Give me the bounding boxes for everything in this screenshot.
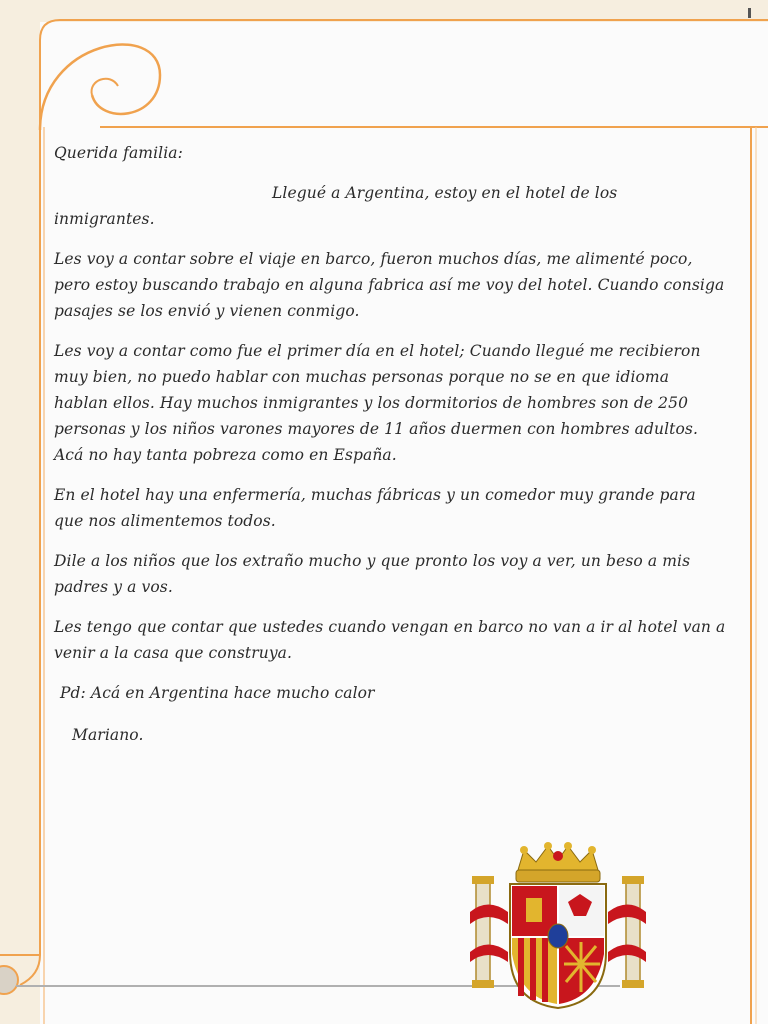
letter-paragraph: Les voy a contar como fue el primer día en el hotel; Cuando llegué me recibieron muy bien, no puedo hablar con muchas personas porque no se en que idioma hablan ellos. Hay muchos inmigrantes y los dormitorios de hombres son de 250 personas y los niños varones mayores de 11 años duermen con hombres adultos. Acá no hay tanta pobreza como en España. bbox=[54, 342, 701, 464]
letter-signature: Mariano. bbox=[72, 726, 144, 744]
opening-line-1: Llegué a Argentina, estoy en el hotel de los bbox=[272, 184, 618, 202]
letter-paragraph: Les voy a contar sobre el viaje en barco, fueron muchos días, me alimenté poco, pero estoy buscando trabajo en alguna fabrica así me voy del hotel. Cuando consiga pasajes se los envió y vienen conmigo. bbox=[54, 250, 725, 320]
coat-of-arms-icon bbox=[468, 842, 648, 1012]
edge-mark bbox=[748, 8, 751, 18]
opening-line-2: inmigrantes. bbox=[54, 210, 155, 228]
letter-body bbox=[54, 140, 726, 748]
letter-opening bbox=[54, 180, 726, 232]
letter-paragraph: Les tengo que contar que ustedes cuando vengan en barco no van a ir al hotel van a venir a la casa que construya. bbox=[54, 618, 726, 662]
letter-greeting: Querida familia: bbox=[54, 144, 183, 162]
letter-postscript: Pd: Acá en Argentina hace mucho calor bbox=[60, 684, 375, 702]
letter-paragraph: Dile a los niños que los extraño mucho y que pronto los voy a ver, un beso a mis padres y a vos. bbox=[54, 552, 691, 596]
letter-paragraph: En el hotel hay una enfermería, muchas fábricas y un comedor muy grande para que nos alimentemos todos. bbox=[54, 486, 696, 530]
scroll-knob-icon bbox=[0, 966, 18, 994]
